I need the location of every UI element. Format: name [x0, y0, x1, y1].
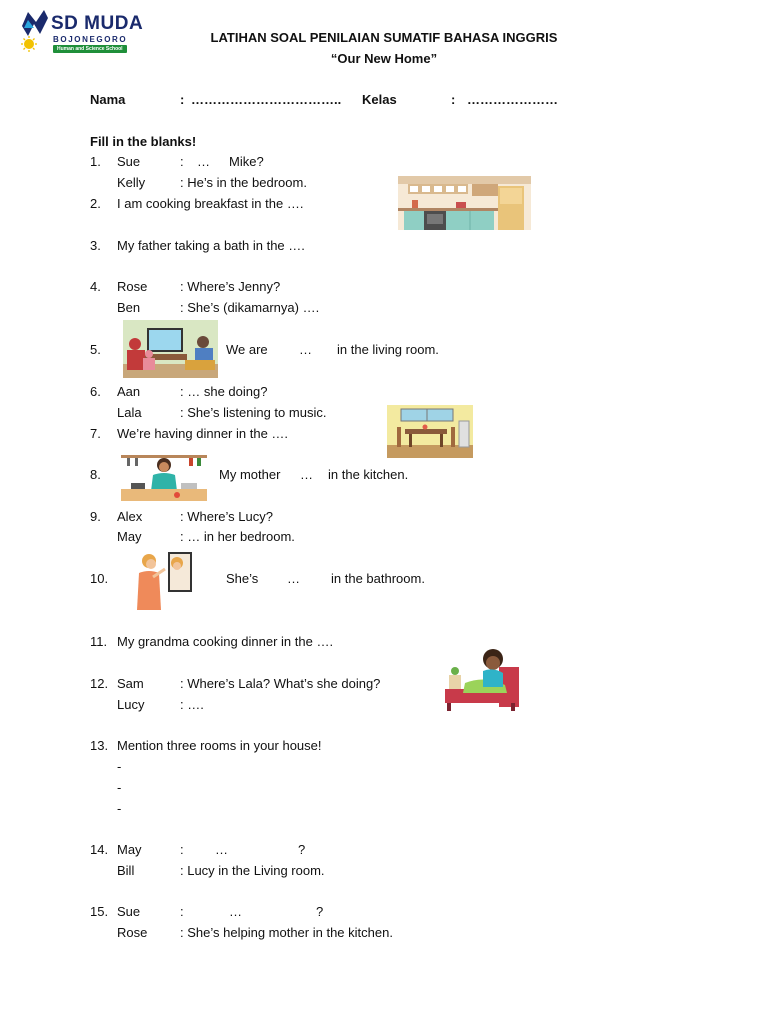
q13-number: 13. [90, 738, 109, 753]
q8-number: 8. [90, 467, 101, 482]
q14-colon: : [180, 842, 184, 857]
q9-speaker-a: Alex [117, 509, 143, 524]
nama-blank[interactable]: …………………………….. [191, 92, 342, 107]
q11-text: My grandma cooking dinner in the …. [117, 634, 334, 649]
q12-speaker-b: Lucy [117, 697, 145, 712]
instruction: Fill in the blanks! [90, 134, 197, 149]
q1-text-a: Mike? [229, 154, 264, 169]
q6-text-a: : … she doing? [180, 384, 268, 399]
q6-speaker-a: Aan [117, 384, 141, 399]
q12-number: 12. [90, 676, 109, 691]
q2-text: I am cooking breakfast in the …. [117, 196, 304, 211]
q5-text-a: We are [226, 342, 268, 357]
q15-speaker-b: Rose [117, 925, 148, 940]
q5-blank[interactable]: … [299, 342, 312, 357]
q5-number: 5. [90, 342, 101, 357]
q1-blank[interactable]: … [197, 154, 210, 169]
q13-dash-2[interactable]: - [117, 780, 122, 795]
q6-text-b: : She’s listening to music. [180, 405, 327, 420]
q9-text-a: : Where’s Lucy? [180, 509, 273, 524]
q8-blank[interactable]: … [300, 467, 313, 482]
q13-text: Mention three rooms in your house! [117, 738, 322, 753]
q7-text: We’re having dinner in the …. [117, 426, 289, 441]
q13-dash-1[interactable]: - [117, 759, 122, 774]
q14-text-b: : Lucy in the Living room. [180, 863, 325, 878]
q5-text-b: in the living room. [337, 342, 439, 357]
logo-tagline: Human and Science School [53, 45, 127, 53]
q15-text-b: : She’s helping mother in the kitchen. [180, 925, 393, 940]
q9-number: 9. [90, 509, 101, 524]
kitchen-picture [398, 176, 531, 230]
q12-text-a: : Where’s Lala? What’s she doing? [180, 676, 381, 691]
q14-number: 14. [90, 842, 109, 857]
kelas-blank[interactable]: ………………… [467, 92, 558, 107]
kelas-label: Kelas [362, 92, 397, 107]
q14-speaker-b: Bill [117, 863, 135, 878]
q4-text-a: : Where’s Jenny? [180, 279, 281, 294]
q1-speaker-b: Kelly [117, 175, 146, 190]
q1-text-b: : He’s in the bedroom. [180, 175, 307, 190]
girl-bed-picture [441, 645, 521, 713]
q15-question-mark: ? [316, 904, 324, 919]
q9-text-b: : … in her bedroom. [180, 529, 295, 544]
q1-speaker-a: Sue [117, 154, 141, 169]
q1-colon: : [180, 154, 184, 169]
q15-number: 15. [90, 904, 109, 919]
q8-text-a: My mother [219, 467, 281, 482]
mother-cooking-picture [121, 451, 207, 501]
q12-text-b[interactable]: : …. [180, 697, 204, 712]
q4-speaker-b: Ben [117, 300, 141, 315]
nama-colon: : [180, 92, 185, 107]
q3-number: 3. [90, 238, 101, 253]
logo-name: SD MUDA [51, 13, 144, 34]
logo-sub: BOJONEGORO [53, 35, 128, 44]
q1-number: 1. [90, 154, 101, 169]
living-room-picture [123, 320, 218, 378]
q15-colon: : [180, 904, 184, 919]
dining-room-picture [387, 405, 473, 458]
nama-label: Nama [90, 92, 126, 107]
q7-number: 7. [90, 426, 101, 441]
q2-number: 2. [90, 196, 101, 211]
q15-speaker-a: Sue [117, 904, 141, 919]
page-subtitle: “Our New Home” [330, 51, 438, 66]
q14-speaker-a: May [117, 842, 142, 857]
q10-number: 10. [90, 571, 109, 586]
q4-text-b: : She’s (dikamarnya) …. [180, 300, 320, 315]
q14-question-mark: ? [298, 842, 306, 857]
q14-blank[interactable]: … [215, 842, 228, 857]
page-title: LATIHAN SOAL PENILAIAN SUMATIF BAHASA INGGRIS [210, 30, 558, 45]
q10-text-a: She’s [226, 571, 259, 586]
kelas-colon: : [451, 92, 456, 107]
q8-text-b: in the kitchen. [328, 467, 409, 482]
q10-blank[interactable]: … [287, 571, 300, 586]
q6-speaker-b: Lala [117, 405, 142, 420]
q3-text: My father taking a bath in the …. [117, 238, 305, 253]
girl-mirror-picture [135, 551, 193, 610]
q9-speaker-b: May [117, 529, 142, 544]
q12-speaker-a: Sam [117, 676, 144, 691]
q4-number: 4. [90, 279, 101, 294]
q6-number: 6. [90, 384, 101, 399]
q4-speaker-a: Rose [117, 279, 148, 294]
q10-text-b: in the bathroom. [331, 571, 425, 586]
q11-number: 11. [90, 634, 108, 649]
q13-dash-3[interactable]: - [117, 801, 122, 816]
q15-blank[interactable]: … [229, 904, 242, 919]
